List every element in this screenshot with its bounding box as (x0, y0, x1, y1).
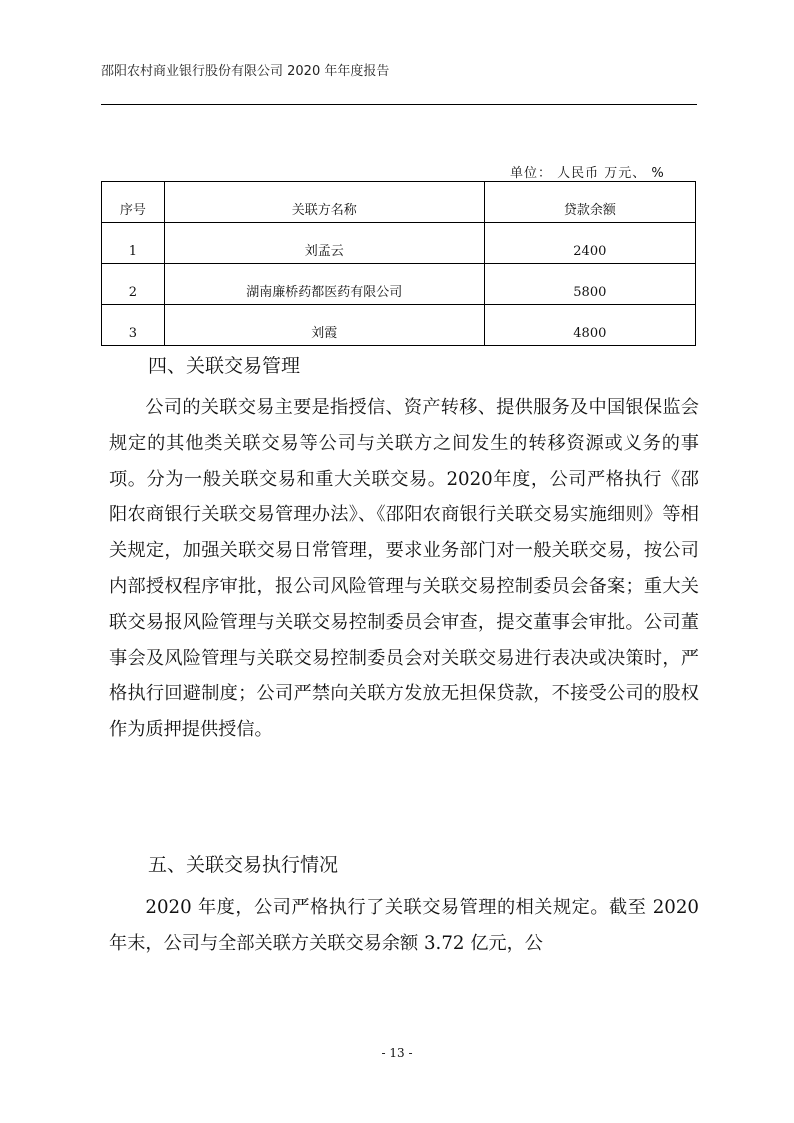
loan-balance: 5800 (484, 264, 695, 305)
table-row (102, 223, 696, 264)
column-header-name: 关联方名称 (164, 182, 484, 223)
section-heading-related-transaction-management: 四、关联交易管理 (148, 355, 301, 377)
related-party-name: 刘霞 (164, 305, 484, 346)
related-party-name: 刘孟云 (164, 223, 484, 264)
header-divider (101, 104, 697, 105)
table-header-row (102, 182, 696, 223)
column-header-no: 序号 (102, 182, 165, 223)
row-number: 3 (102, 305, 165, 346)
unit-note: 单位： 人民币 万元、 % (510, 166, 665, 181)
section-heading-related-transaction-execution: 五、关联交易执行情况 (148, 854, 339, 876)
table-row (102, 264, 696, 305)
table-row (102, 305, 696, 346)
report-header: 邵阳农村商业银行股份有限公司 2020 年年度报告 (101, 64, 390, 79)
page-number: - 13 - (381, 1046, 413, 1060)
column-header-balance: 贷款余额 (484, 182, 695, 223)
row-number: 2 (102, 264, 165, 305)
row-number: 1 (102, 223, 165, 264)
loan-balance: 2400 (484, 223, 695, 264)
section-body-related-transaction-management: 公司的关联交易主要是指授信、资产转移、提供服务及中国银保监会规定的其他类关联交易等公司与关联方之间发生的转移资源或义务的事项。分为一般关联交易和重大关联交易。2020年度，公司严格执行《邵阳农商银行关联交易管理办法》、《邵阳农商银行关联交易实施细则》等相关规定，加强关联交易日常管理，要求业务部门对一般关联交易，按公司内部授权程序审批，报公司风险管理与关联交易控制委员会备案；重大关联交易报风险管理与关联交易控制委员会审查，提交董事会审批。公司董事会及风险管理与关联交易控制委员会对关联交易进行表决或决策时，严格执行回避制度；公司严禁向关联方发放无担保贷款，不接受公司的股权作为质押提供授信。 (109, 397, 699, 741)
related-party-table (101, 181, 696, 346)
section-body-related-transaction-execution: 2020 年度，公司严格执行了关联交易管理的相关规定。截至 2020 年末，公司与全部关联方关联交易余额 3.72 亿元，公 (109, 897, 699, 954)
loan-balance: 4800 (484, 305, 695, 346)
related-party-name: 湖南廉桥药都医药有限公司 (164, 264, 484, 305)
